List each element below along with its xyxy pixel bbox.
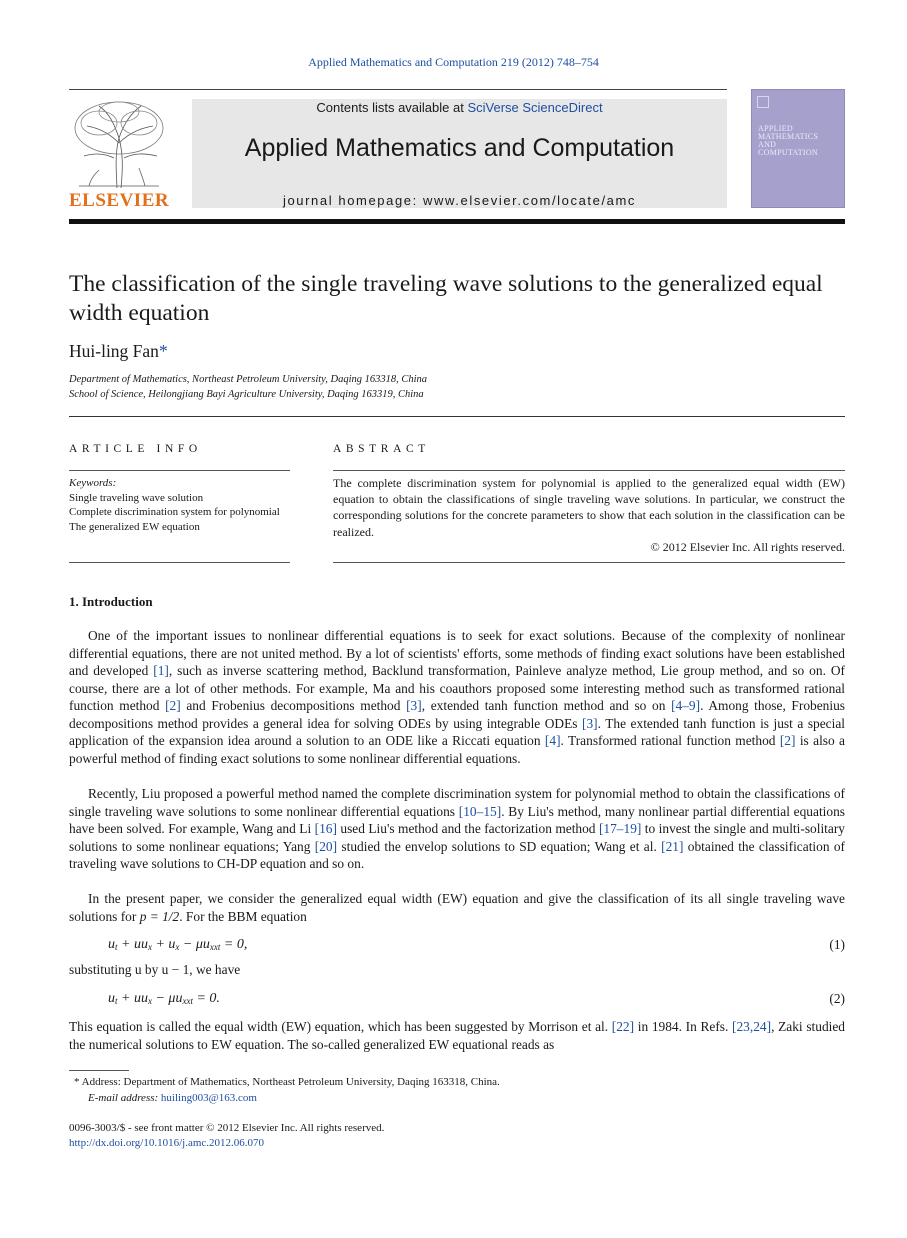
- keyword: Single traveling wave solution: [69, 491, 204, 504]
- text: . Among those, Frobenius decompositions method provides a general idea for solving ODEs by using integrable ODEs: [69, 698, 845, 731]
- equation-1: $u_t + uu_x + u_x - \mu u_{xxt} = 0$,: [108, 937, 248, 952]
- text: One of the important issues to nonlinear differential equations is to seek for exact solutions. Because of the complexity of nonlinear differential equations, there are not united method. By a lot of scientists' efforts, some methods of finding exact solutions have been established and developed: [69, 628, 845, 678]
- footnote-address-text: Address: Department of Mathematics, Northeast Petroleum University, Daqing 163318, China.: [81, 1076, 500, 1088]
- sciencedirect-link[interactable]: SciVerse ScienceDirect: [467, 100, 603, 115]
- abstract-text: The complete discrimination system for polynomial is applied to the generalized equal width (EW) equation to obtain the classifications of single traveling wave solutions. In particular, we construct the corresponding solutions for the concrete parameters to show that each solution in the classification can be realized.: [333, 476, 845, 539]
- keywords-label: Keywords:: [69, 477, 117, 489]
- text: and Frobenius decompositions method: [180, 698, 407, 713]
- author-footnote-marker[interactable]: *: [158, 341, 168, 361]
- equation-2: $u_t + uu_x - \mu u_{xxt} = 0$.: [108, 991, 220, 1006]
- citation-link[interactable]: [21]: [661, 838, 684, 854]
- citation-link[interactable]: [16]: [314, 821, 337, 836]
- paragraph: [69, 1018, 845, 1053]
- keywords-block: [69, 476, 290, 534]
- affiliation: School of Science, Heilongjiang Bayi Agriculture University, Daqing 163319, China: [69, 389, 424, 400]
- doi-link[interactable]: http://dx.doi.org/10.1016/j.amc.2012.06.070: [69, 1137, 265, 1149]
- equation-number: (2): [829, 991, 845, 1006]
- keyword: Complete discrimination system for polynomial: [69, 506, 280, 518]
- text: Recently, Liu proposed a powerful method named the complete discrimination system for polynomial method to obtain the classifications of single traveling wave solutions to some nonlinear differential equations: [69, 786, 845, 819]
- cover-text: COMPUTATION: [758, 148, 818, 157]
- header-bottom-rule: [69, 219, 845, 224]
- text: used Liu's method and the factorization method: [336, 821, 599, 836]
- equation-number: (1): [829, 937, 845, 952]
- footnote-marker: *: [74, 1076, 80, 1088]
- substitution-text: substituting u by u − 1, we have: [69, 962, 241, 977]
- text: , extended tanh function method and so on: [421, 698, 672, 713]
- abstract-heading: ABSTRACT: [333, 443, 430, 455]
- citation-link[interactable]: [4–9]: [671, 698, 701, 713]
- journal-reference[interactable]: Applied Mathematics and Computation 219 (2012) 748–754: [308, 55, 599, 69]
- citation-link[interactable]: [4]: [544, 733, 561, 748]
- elsevier-wordmark: ELSEVIER: [69, 190, 170, 211]
- text: obtained the classification of traveling wave solutions to CH-DP equation and so on.: [69, 838, 845, 871]
- divider: [333, 470, 845, 471]
- citation-link[interactable]: [10–15]: [458, 803, 502, 819]
- contents-line: [192, 100, 727, 115]
- affiliation: Department of Mathematics, Northeast Petroleum University, Daqing 163318, China: [69, 374, 428, 385]
- footnote-email: [88, 1092, 257, 1104]
- text: , Zaki studied the numerical solutions to EW equation. The so-called generalized EW equational reads as: [69, 1019, 845, 1052]
- article-info-heading: ARTICLE INFO: [69, 443, 202, 455]
- citation-link[interactable]: [20]: [314, 838, 338, 854]
- citation-link[interactable]: [17–19]: [598, 821, 642, 836]
- citation-link[interactable]: [23,24]: [732, 1019, 772, 1034]
- text: . The extended tanh function is just a special application of the expansion idea around a solution to an ODE like a Riccati equation: [69, 715, 845, 748]
- citation-link[interactable]: [3]: [582, 715, 598, 731]
- citation-link[interactable]: [1]: [153, 663, 169, 678]
- cover-text: APPLIED: [758, 124, 793, 133]
- footnote-rule: [69, 1070, 129, 1071]
- text: in 1984. In Refs.: [634, 1019, 733, 1034]
- email-link[interactable]: huiling003@163.com: [160, 1092, 257, 1104]
- cover-text: MATHEMATICS: [758, 132, 819, 141]
- email-label: E-mail address:: [88, 1092, 159, 1104]
- citation-link[interactable]: [2]: [165, 698, 181, 713]
- tree-icon: [69, 98, 169, 190]
- article-title: The classification of the single traveling wave solutions to the generalized equal width equation: [69, 271, 823, 326]
- text: is also a powerful method of finding exact solutions to some nonlinear differential equations.: [69, 733, 845, 766]
- text: , such as inverse scattering method, Backlund transformation, Painleve analyze method, Lie group method, and so on. Of course, there are a lot of other methods. For example, Ma and his coauthors proposed some interesting method such as transformed rational function method: [69, 663, 845, 713]
- citation-link[interactable]: [2]: [779, 733, 796, 748]
- citation-link[interactable]: [3]: [406, 698, 422, 713]
- journal-title: Applied Mathematics and Computation: [244, 134, 675, 162]
- text: This equation is called the equal width (EW) equation, which has been suggested by Morrison et al.: [69, 1019, 612, 1034]
- inline-math: p = 1/2: [139, 908, 180, 924]
- divider: [69, 562, 290, 563]
- author-line: [69, 341, 168, 362]
- divider: [333, 562, 845, 563]
- abstract-copyright: © 2012 Elsevier Inc. All rights reserved.: [650, 540, 845, 554]
- journal-cover-thumbnail: [751, 89, 845, 208]
- paragraph: [69, 627, 845, 767]
- footnote-address: [74, 1076, 500, 1088]
- author-name: Hui-ling Fan: [69, 341, 159, 361]
- text: studied the envelop solutions to SD equation; Wang et al.: [337, 838, 662, 854]
- keyword: The generalized EW equation: [69, 520, 200, 533]
- paragraph: [69, 785, 845, 873]
- section-heading: 1. Introduction: [69, 594, 153, 609]
- paragraph: [69, 890, 845, 925]
- cover-text: AND: [758, 140, 777, 149]
- text: to invest the single and multi-solitary solutions to some nonlinear equations; Yang: [69, 821, 846, 854]
- divider: [69, 416, 845, 417]
- citation-link[interactable]: [22]: [611, 1019, 635, 1034]
- text: . By Liu's method, many nonlinear partial differential equations have been solved. For example, Wang and Li: [69, 803, 845, 836]
- divider: [69, 470, 290, 471]
- journal-homepage[interactable]: journal homepage: www.elsevier.com/locate/amc: [282, 193, 637, 208]
- contents-prefix: Contents lists available at: [316, 100, 468, 115]
- header-top-rule: [69, 89, 727, 90]
- text: . For the BBM equation: [179, 908, 307, 924]
- cover-logo-icon: [757, 96, 769, 108]
- text: In the present paper, we consider the generalized equal width (EW) equation and give the classification of its all single traveling wave solutions for: [69, 891, 845, 924]
- issn-line: 0096-3003/$ - see front matter © 2012 Elsevier Inc. All rights reserved.: [69, 1122, 385, 1134]
- text: . Transformed rational function method: [560, 733, 780, 748]
